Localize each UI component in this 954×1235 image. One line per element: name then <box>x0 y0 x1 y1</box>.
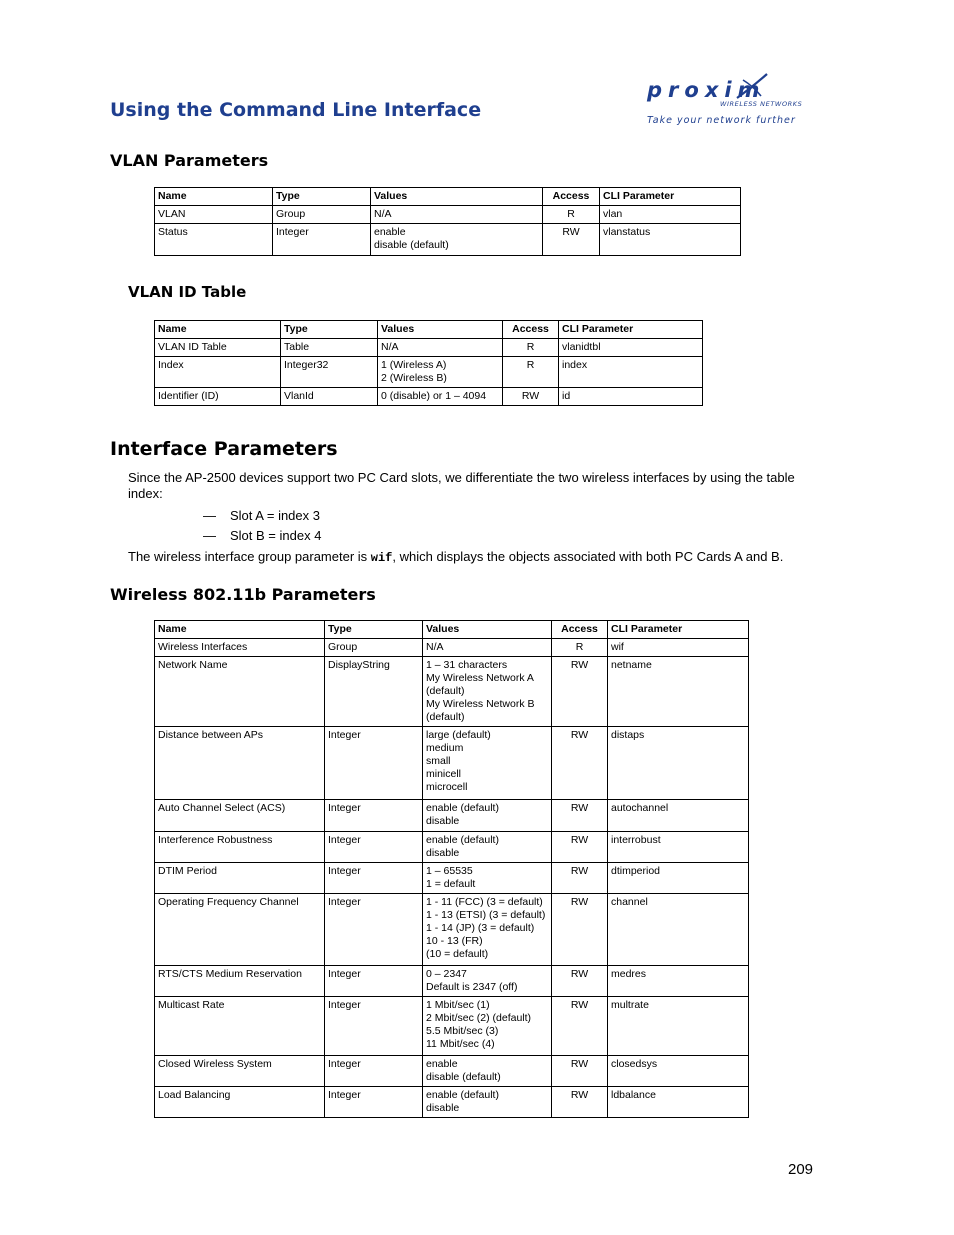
cell-access: R <box>503 357 559 388</box>
table-row <box>155 863 749 894</box>
cell-values: 1 - 11 (FCC) (3 = default) 1 - 13 (ETSI) (3 = default) 1 - 14 (JP) (3 = default) 10 - 13 (FR) (10 = default) <box>423 894 552 966</box>
cell-access: RW <box>552 657 608 727</box>
cell-access: RW <box>552 727 608 800</box>
cell-values: large (default) medium small minicell microcell <box>423 727 552 800</box>
cell-cli: distaps <box>608 727 749 800</box>
column-header-type: Type <box>281 321 378 339</box>
cell-access: RW <box>552 863 608 894</box>
group-parameter-text <box>128 549 828 566</box>
column-header-values: Values <box>378 321 503 339</box>
table-row <box>155 224 741 256</box>
group-code: wif <box>370 551 393 565</box>
wireless-parameters-table <box>154 620 749 1118</box>
table-header-row <box>155 621 749 639</box>
vlan-heading: VLAN Parameters <box>110 151 269 170</box>
logo-subtitle: WIRELESS NETWORKS <box>720 100 803 108</box>
cell-access: RW <box>552 1087 608 1118</box>
table-row <box>155 832 749 863</box>
cell-values: enable disable (default) <box>423 1056 552 1087</box>
cell-cli: index <box>559 357 703 388</box>
cell-access: R <box>552 639 608 657</box>
cell-values: 1 – 65535 1 = default <box>423 863 552 894</box>
cell-values: enable (default) disable <box>423 800 552 832</box>
cell-values: enable (default) disable <box>423 1087 552 1118</box>
wireless-heading: Wireless 802.11b Parameters <box>110 585 376 604</box>
bullet-text: Slot A = index 3 <box>230 508 320 523</box>
table-row <box>155 1087 749 1118</box>
cell-name: DTIM Period <box>155 863 325 894</box>
table-row <box>155 357 703 388</box>
cell-values: 0 (disable) or 1 – 4094 <box>378 388 503 406</box>
cell-name: VLAN ID Table <box>155 339 281 357</box>
cell-type: Group <box>325 639 423 657</box>
table-row <box>155 339 703 357</box>
cell-type: VlanId <box>281 388 378 406</box>
cell-name: Network Name <box>155 657 325 727</box>
cell-name: RTS/CTS Medium Reservation <box>155 966 325 997</box>
vlan-id-table <box>154 320 703 406</box>
cell-cli: multrate <box>608 997 749 1056</box>
cell-cli: vlan <box>600 206 741 224</box>
cell-values: N/A <box>378 339 503 357</box>
interface-intro: Since the AP-2500 devices support two PC Card slots, we differentiate the two wireless interfaces by using the table index: <box>128 470 795 501</box>
cell-cli: medres <box>608 966 749 997</box>
cell-access: RW <box>552 997 608 1056</box>
cell-name: Load Balancing <box>155 1087 325 1118</box>
cell-values: 1 – 31 characters My Wireless Network A (default) My Wireless Network B (default) <box>423 657 552 727</box>
cell-type: Integer <box>325 800 423 832</box>
column-header-access: Access <box>503 321 559 339</box>
cell-cli: autochannel <box>608 800 749 832</box>
cell-name: Identifier (ID) <box>155 388 281 406</box>
group-text-after: , which displays the objects associated with both PC Cards A and B. <box>392 549 784 564</box>
table-row <box>155 727 749 800</box>
cell-name: Distance between APs <box>155 727 325 800</box>
bullet-text: Slot B = index 4 <box>230 528 322 543</box>
cell-cli: id <box>559 388 703 406</box>
cell-access: RW <box>552 800 608 832</box>
table-row <box>155 206 741 224</box>
cell-access: RW <box>552 832 608 863</box>
cell-access: R <box>503 339 559 357</box>
cell-name: Multicast Rate <box>155 997 325 1056</box>
table-row <box>155 657 749 727</box>
cell-type: Integer32 <box>281 357 378 388</box>
column-header-values: Values <box>423 621 552 639</box>
table-row <box>155 894 749 966</box>
cell-cli: ldbalance <box>608 1087 749 1118</box>
cell-name: Wireless Interfaces <box>155 639 325 657</box>
column-header-name: Name <box>155 621 325 639</box>
chapter-title: Using the Command Line Interface <box>110 99 482 121</box>
bullet-dash: — <box>203 528 216 543</box>
table-row <box>155 997 749 1056</box>
page-number: 209 <box>788 1161 814 1178</box>
column-header-type: Type <box>273 188 371 206</box>
cell-access: RW <box>503 388 559 406</box>
cell-values: 1 (Wireless A) 2 (Wireless B) <box>378 357 503 388</box>
table-row <box>155 1056 749 1087</box>
table-header-row <box>155 188 741 206</box>
cell-name: Closed Wireless System <box>155 1056 325 1087</box>
logo-wordmark: proxim <box>647 78 766 102</box>
cell-cli: vlanidtbl <box>559 339 703 357</box>
cell-type: Integer <box>325 1087 423 1118</box>
cell-type: Integer <box>325 1056 423 1087</box>
table-row <box>155 966 749 997</box>
cell-cli: interrobust <box>608 832 749 863</box>
logo-tagline: Take your network further <box>647 115 796 126</box>
cell-values: 0 – 2347 Default is 2347 (off) <box>423 966 552 997</box>
cell-access: RW <box>552 966 608 997</box>
group-text-before: The wireless interface group parameter is <box>128 549 371 564</box>
cell-access: R <box>543 206 600 224</box>
cell-cli: closedsys <box>608 1056 749 1087</box>
cell-values: 1 Mbit/sec (1) 2 Mbit/sec (2) (default) 5.5 Mbit/sec (3) 11 Mbit/sec (4) <box>423 997 552 1056</box>
cell-cli: wif <box>608 639 749 657</box>
cell-type: Group <box>273 206 371 224</box>
proxim-logo <box>645 72 805 130</box>
table-row <box>155 800 749 832</box>
interface-heading: Interface Parameters <box>110 438 338 460</box>
cell-name: Index <box>155 357 281 388</box>
bullet-dash: — <box>203 508 216 523</box>
cell-type: Integer <box>325 997 423 1056</box>
column-header-name: Name <box>155 188 273 206</box>
table-header-row <box>155 321 703 339</box>
column-header-name: Name <box>155 321 281 339</box>
logo-swoosh-icon <box>733 72 773 100</box>
cell-values: N/A <box>371 206 543 224</box>
cell-type: Table <box>281 339 378 357</box>
cell-type: Integer <box>325 727 423 800</box>
cell-type: Integer <box>325 966 423 997</box>
cell-name: Interference Robustness <box>155 832 325 863</box>
cell-cli: vlanstatus <box>600 224 741 256</box>
cell-values: enable (default) disable <box>423 832 552 863</box>
cell-type: Integer <box>325 894 423 966</box>
table-row <box>155 388 703 406</box>
cell-name: Auto Channel Select (ACS) <box>155 800 325 832</box>
column-header-values: Values <box>371 188 543 206</box>
column-header-cli: CLI Parameter <box>600 188 741 206</box>
cell-name: Operating Frequency Channel <box>155 894 325 966</box>
column-header-access: Access <box>552 621 608 639</box>
vlan-parameters-table <box>154 187 741 256</box>
cell-cli: channel <box>608 894 749 966</box>
cell-access: RW <box>552 894 608 966</box>
table-row <box>155 639 749 657</box>
cell-access: RW <box>552 1056 608 1087</box>
cell-name: Status <box>155 224 273 256</box>
cell-type: Integer <box>273 224 371 256</box>
cell-type: Integer <box>325 863 423 894</box>
cell-type: DisplayString <box>325 657 423 727</box>
column-header-cli: CLI Parameter <box>608 621 749 639</box>
cell-name: VLAN <box>155 206 273 224</box>
cell-values: N/A <box>423 639 552 657</box>
column-header-cli: CLI Parameter <box>559 321 703 339</box>
cell-access: RW <box>543 224 600 256</box>
cell-type: Integer <box>325 832 423 863</box>
column-header-access: Access <box>543 188 600 206</box>
cell-cli: dtimperiod <box>608 863 749 894</box>
vlan-id-heading: VLAN ID Table <box>128 283 247 301</box>
cell-cli: netname <box>608 657 749 727</box>
column-header-type: Type <box>325 621 423 639</box>
cell-values: enable disable (default) <box>371 224 543 256</box>
